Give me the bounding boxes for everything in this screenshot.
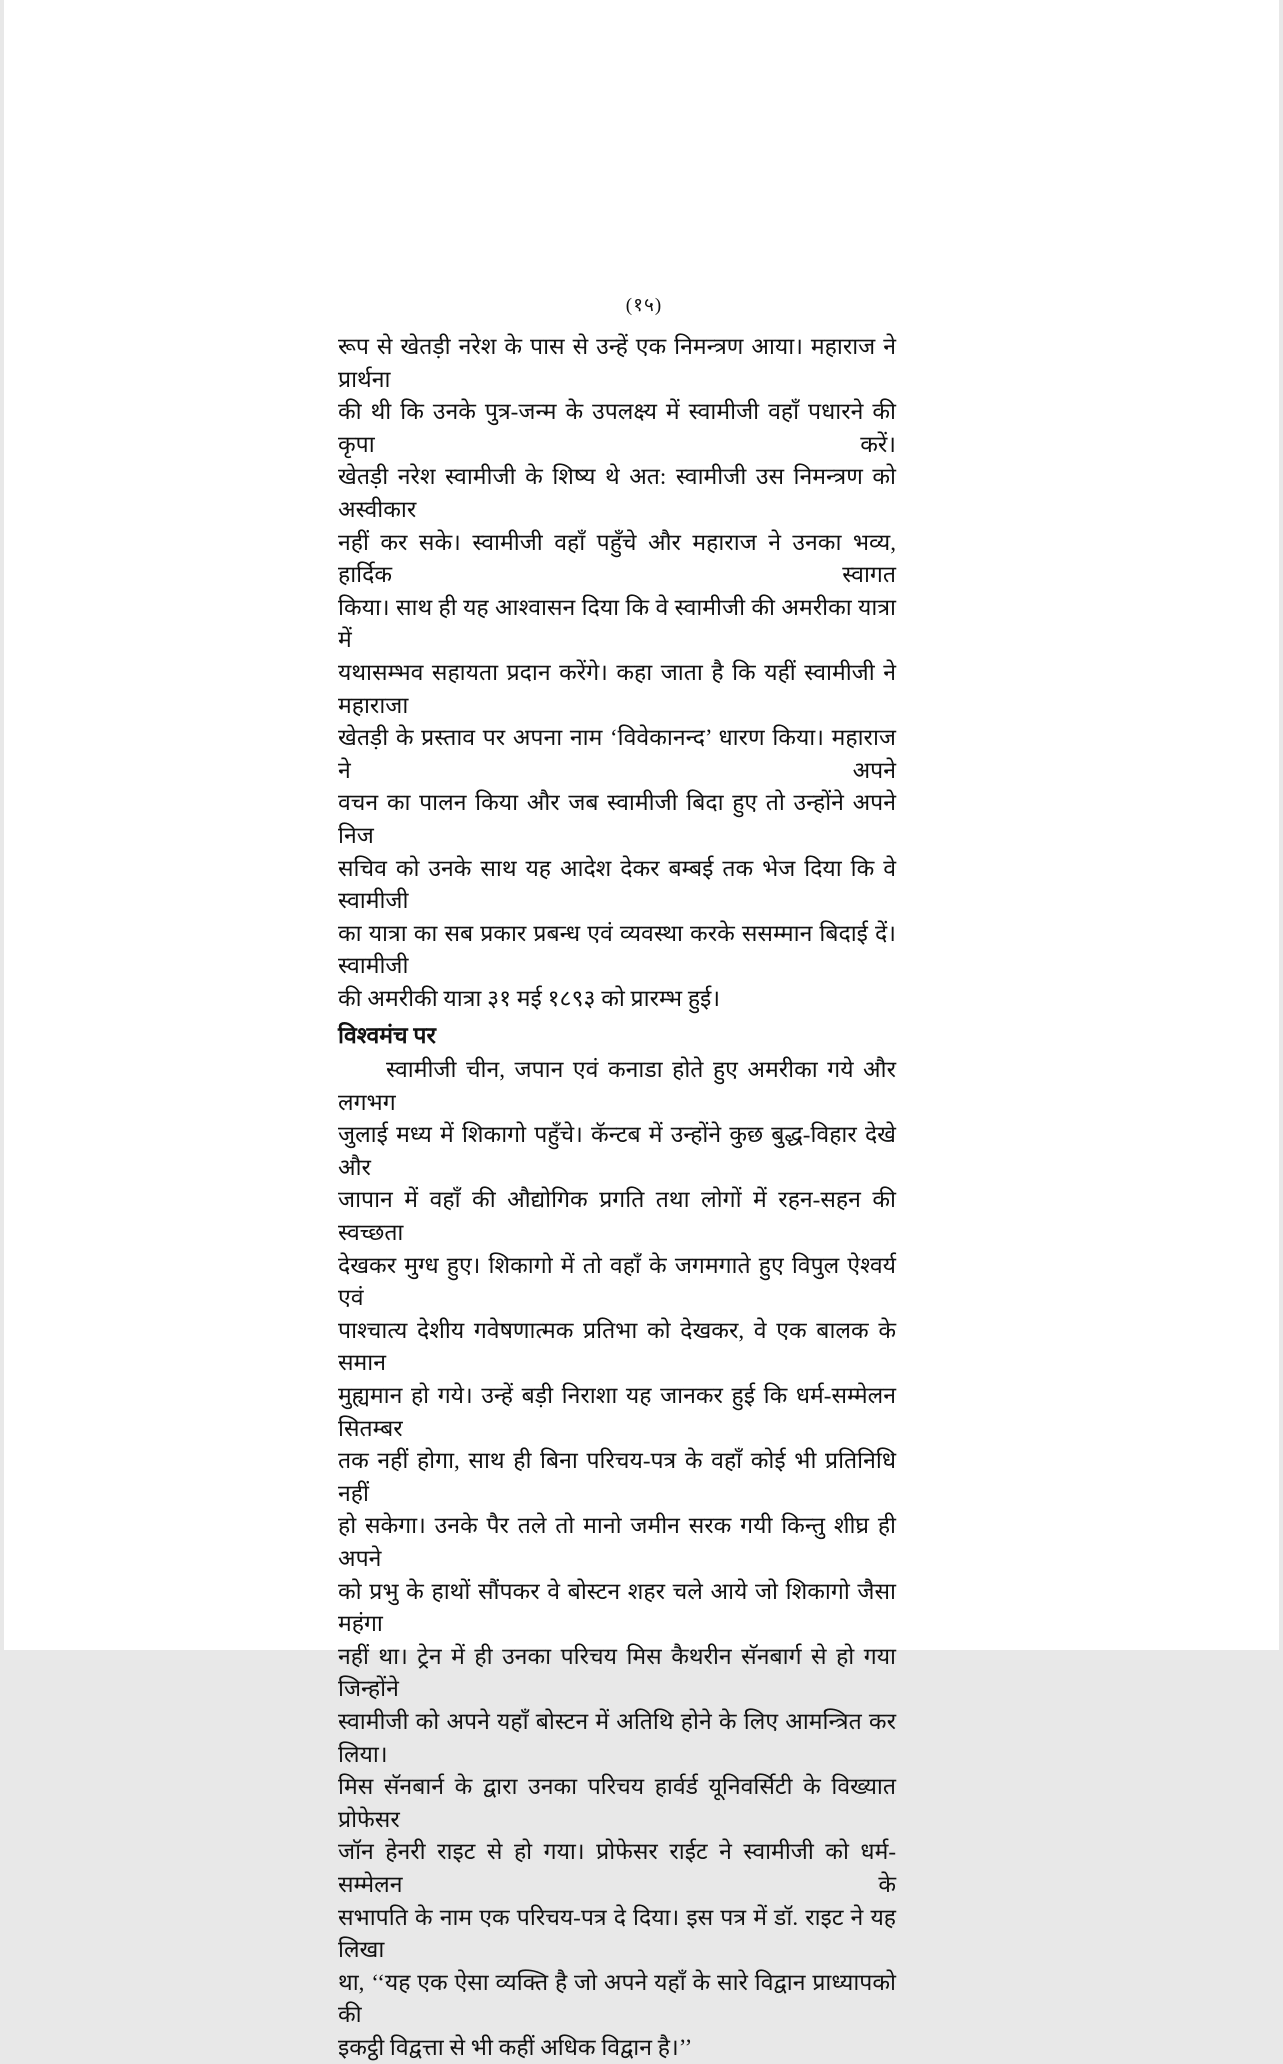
- text-line: यथासम्भव सहायता प्रदान करेंगे। कहा जाता है कि यहीं स्वामीजी ने महाराजा: [338, 659, 896, 718]
- text-line: मिस सॅनबार्न के द्वारा उनका परिचय हार्वर्ड यूनिवर्सिटी के विख्यात प्रोफेसर: [338, 1774, 896, 1832]
- text-line: जॉन हेनरी राइट से हो गया। प्रोफेसर राईट ने स्वामीजी को धर्म-सम्मेलन के: [338, 1839, 896, 1897]
- text-line: खेतड़ी नरेश स्वामीजी के शिष्य थे अत: स्वामीजी उस निमन्त्रण को अस्वीकार: [338, 464, 896, 522]
- text-line: वचन का पालन किया और जब स्वामीजी बिदा हुए तो उन्होंने अपने निज: [338, 790, 896, 848]
- text-line: तक नहीं होगा, साथ ही बिना परिचय-पत्र के वहाँ कोई भी प्रतिनिधि नहीं: [338, 1448, 896, 1506]
- text-line: स्वामीजी को अपने यहाँ बोस्टन में अतिथि होने के लिए आमन्त्रित कर लिया।: [338, 1708, 896, 1767]
- text-line: नहीं कर सके। स्वामीजी वहाँ पहुँचे और महाराज ने उनका भव्य, हार्दिक स्वागत: [338, 529, 896, 588]
- text-line: था, ‘‘यह एक ऐसा व्यक्ति है जो अपने यहाँ के सारे विद्वान प्राध्यापको की: [338, 1969, 896, 2028]
- text-line: सभापति के नाम एक परिचय-पत्र दे दिया। इस पत्र में डॉ. राइट ने यह लिखा: [338, 1904, 896, 1963]
- text-block: [338, 331, 896, 2064]
- text-line: पाश्चात्य देशीय गवेषणात्मक प्रतिभा को देखकर, वे एक बालक के समान: [338, 1317, 896, 1376]
- paragraph-khetri-invitation: [338, 331, 896, 1015]
- paragraph-world-stage: [338, 1054, 896, 2064]
- text-line: मुह्यमान हो गये। उन्हें बड़ी निराशा यह जानकर हुई कि धर्म-सम्मेलन सितम्बर: [338, 1383, 896, 1441]
- text-line: इकट्ठी विद्वत्ता से भी कहीं अधिक विद्वान है।’’: [338, 2034, 693, 2060]
- text-line: जुलाई मध्य में शिकागो पहुँचे। कॅन्टब में उन्होंने कुछ बुद्ध-विहार देखे और: [338, 1122, 896, 1180]
- text-line: की थी कि उनके पुत्र-जन्म के उपलक्ष्य में स्वामीजी वहाँ पधारने की कृपा करें।: [338, 399, 896, 457]
- section-heading: विश्वमंच पर: [338, 1023, 436, 1049]
- text-line: का यात्रा का सब प्रकार प्रबन्ध एवं व्यवस्था करके ससम्मान बिदाई दें। स्वामीजी: [338, 920, 896, 979]
- book-page: [4, 0, 1279, 2060]
- text-line: रूप से खेतड़ी नरेश के पास से उन्हें एक निमन्त्रण आया। महाराज ने प्रार्थना: [338, 334, 896, 392]
- text-line: किया। साथ ही यह आश्वासन दिया कि वे स्वामीजी की अमरीका यात्रा में: [338, 594, 896, 653]
- text-line: स्वामीजी चीन, जपान एवं कनाडा होते हुए अमरीका गये और लगभग: [338, 1057, 896, 1115]
- text-line: हो सकेगा। उनके पैर तले तो मानो जमीन सरक गयी किन्तु शीघ्र ही अपने: [338, 1513, 896, 1571]
- text-line: देखकर मुग्ध हुए। शिकागो में तो वहाँ के जगमगाते हुए विपुल ऐश्वर्य एवं: [338, 1252, 896, 1311]
- text-line: जापान में वहाँ की औद्योगिक प्रगति तथा लोगों में रहन-सहन की स्वच्छता: [338, 1187, 896, 1246]
- text-line: नहीं था। ट्रेन में ही उनका परिचय मिस कैथरीन सॅनबार्ग से हो गया जिन्होंने: [338, 1643, 896, 1702]
- text-line: को प्रभु के हाथों सौंपकर वे बोस्टन शहर चले आये जो शिकागो जैसा महंगा: [338, 1578, 896, 1637]
- page-number: (१५): [625, 295, 663, 316]
- text-line: सचिव को उनके साथ यह आदेश देकर बम्बई तक भेज दिया कि वे स्वामीजी: [338, 855, 896, 914]
- text-line: खेतड़ी के प्रस्ताव पर अपना नाम ‘विवेकानन्द’ धारण किया। महाराज ने अपने: [338, 725, 896, 783]
- text-line: की अमरीकी यात्रा ३१ मई १८९३ को प्रारम्भ हुई।: [338, 985, 721, 1011]
